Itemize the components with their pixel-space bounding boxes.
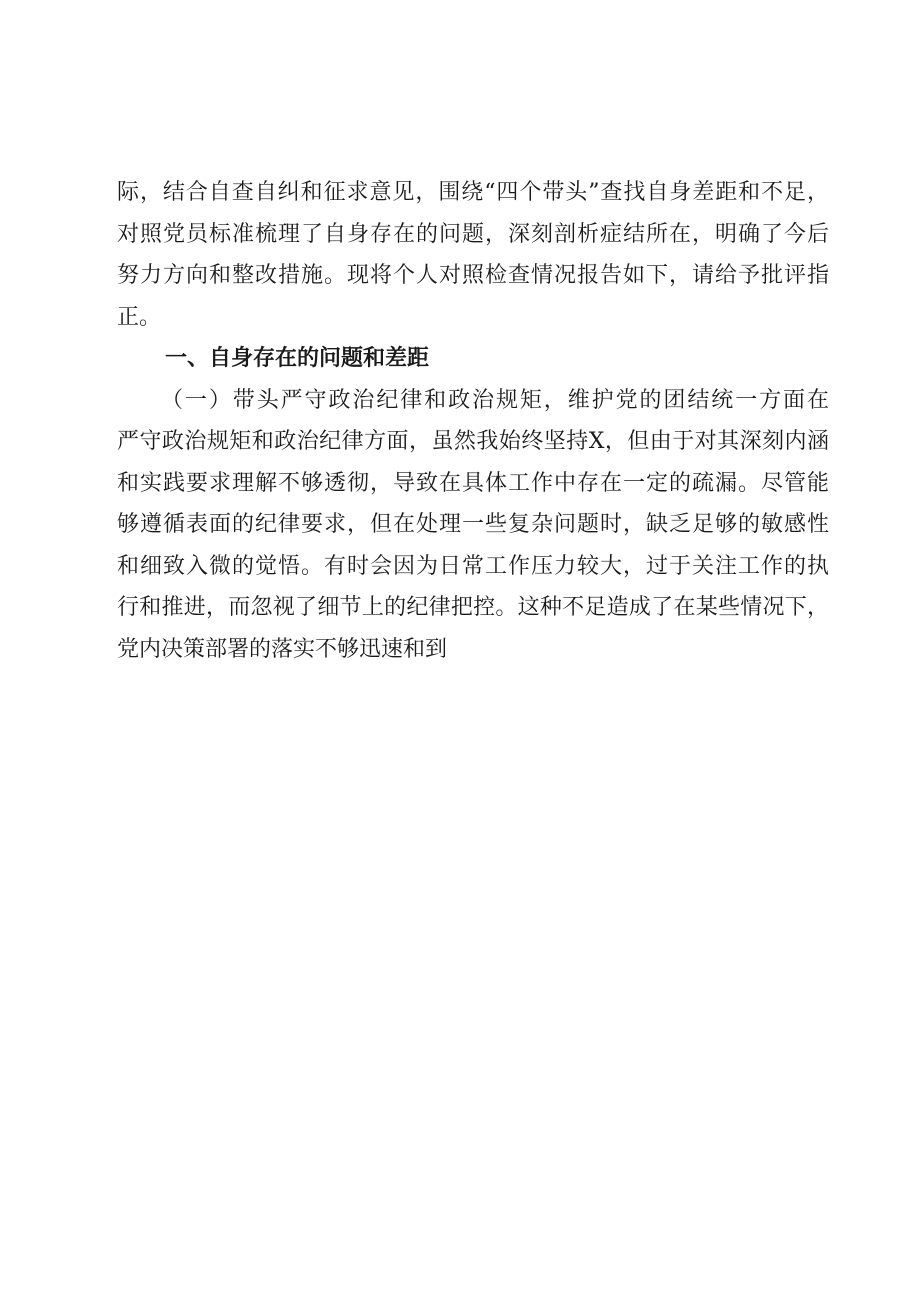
- paragraph-line: 行和推进，而忽视了细节上的纪律把控。这种不足造成了在某些情况下，: [117, 595, 829, 620]
- paragraph-line: 努力方向和整改措施。现将个人对照检查情况报告如下，请给予批评指: [117, 263, 829, 288]
- section-heading: 一、自身存在的问题和差距: [165, 346, 430, 371]
- paragraph-line: 和细致入微的觉悟。有时会因为日常工作压力较大，过于关注工作的执: [117, 553, 829, 579]
- paragraph-line: 正。: [117, 304, 162, 330]
- document-body: [117, 172, 829, 670]
- paragraph-line: 对照党员标准梳理了自身存在的问题，深刻剖析症结所在，明确了今后: [117, 221, 829, 247]
- paragraph-line: 际，结合自查自纠和征求意见，围绕“四个带头”查找自身差距和不足，: [117, 180, 829, 205]
- paragraph-line: 党内决策部署的落实不够迅速和到: [117, 636, 448, 662]
- paragraph-line: （一）带头严守政治纪律和政治规矩，维护党的团结统一方面在: [161, 387, 829, 413]
- paragraph-line: 和实践要求理解不够透彻，导致在具体工作中存在一定的疏漏。尽管能: [117, 470, 829, 496]
- paragraph-line: 严守政治规矩和政治纪律方面，虽然我始终坚持X，但由于对其深刻内涵: [117, 429, 829, 454]
- paragraph-line: 够遵循表面的纪律要求，但在处理一些复杂问题时，缺乏足够的敏感性: [117, 512, 829, 537]
